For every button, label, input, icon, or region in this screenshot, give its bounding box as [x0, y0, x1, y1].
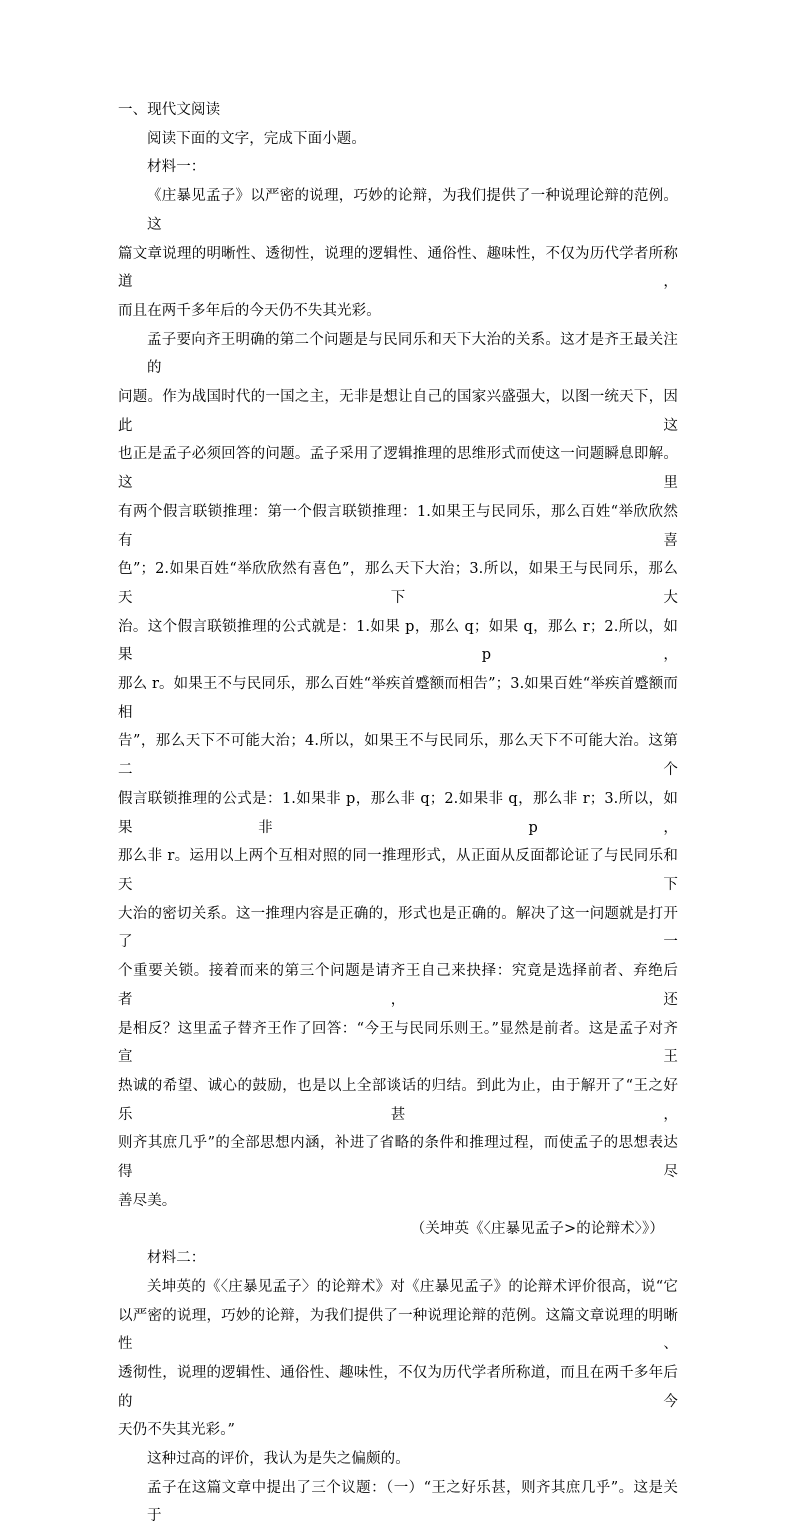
text-line: 色”；2.如果百姓“举欣欣然有喜色”，那么天下大治；3.所以，如果王与民同乐，那么天下大	[118, 561, 678, 606]
material-two-label: 材料二：	[147, 1250, 206, 1267]
section-heading: 一、现代文阅读	[118, 102, 221, 118]
text-line: 善尽美。	[118, 1192, 177, 1209]
text-line: 有两个假言联锁推理：第一个假言联锁推理：1.如果王与民同乐，那么百姓“举欣欣然有喜	[118, 503, 678, 549]
text-line: 以严密的说理，巧妙的论辩，为我们提供了一种说理论辩的范例。这篇文章说理的明晰性、	[118, 1307, 678, 1353]
text-line: 热诚的希望、诚心的鼓励，也是以上全部谈话的归结。到此为止，由于解开了“王之好乐甚，	[118, 1077, 678, 1123]
text-line: 假言联锁推理的公式是：1.如果非 p，那么非 q；2.如果非 q，那么非 r；3.所以，如果非 p，	[118, 790, 678, 836]
text-line: 透彻性，说理的逻辑性、通俗性、趣味性，不仅为历代学者所称道，而且在两千多年后的今	[118, 1364, 678, 1410]
text-line: 个重要关锁。接着而来的第三个问题是请齐王自己来抉择：究竟是选择前者、弃绝后者，还	[118, 963, 678, 1008]
material-two-paragraph-1	[118, 1273, 678, 1445]
citation: （关坤英《〈庄暴见孟子>的论辩术〉》）	[410, 1221, 664, 1238]
text-line: 篇文章说理的明晰性、透彻性，说理的逻辑性、通俗性、趣味性，不仅为历代学者所称道，	[118, 245, 678, 291]
text-line: 告”，那么天下不可能大治；4.所以，如果王不与民同乐，那么天下不可能大治。这第二个	[118, 733, 678, 779]
text-line: 关坤英的《〈庄暴见孟子〉的论辩术》对《庄暴见孟子》的论辩术评价很高，说“它	[147, 1278, 678, 1295]
text-line: 是相反？这里孟子替齐王作了回答：“今王与民同乐则王。”显然是前者。这是孟子对齐宣王	[118, 1020, 678, 1066]
material-one-paragraph-1	[118, 182, 678, 326]
material-one-paragraph-2	[118, 326, 678, 1216]
text-line: 孟子要向齐王明确的第二个问题是与民同乐和天下大治的关系。这才是齐王最关注的	[147, 331, 678, 377]
text-line: 那么非 r。运用以上两个互相对照的同一推理形式，从正面从反面都论证了与民同乐和天下	[118, 848, 678, 893]
material-one-label: 材料一：	[147, 159, 206, 176]
text-line: 而且在两千多年后的今天仍不失其光彩。	[118, 302, 381, 319]
text-line: 《庄暴见孟子》以严密的说理，巧妙的论辩，为我们提供了一种说理论辩的范例。这	[147, 188, 678, 233]
text-line: 治。这个假言联锁推理的公式就是：1.如果 p，那么 q；如果 q，那么 r；2.所以，如果 p，	[118, 618, 678, 664]
material-two-paragraph-3: 孟子在这篇文章中提出了三个议题：（一）“王之好乐甚，则齐其庶几乎”。这是关于	[147, 1479, 678, 1525]
material-two-paragraph-2: 这种过高的评价，我认为是失之偏颇的。	[147, 1451, 410, 1468]
text-line: 那么 r。如果王不与民同乐，那么百姓“举疾首蹙额而相告”；3.如果百姓“举疾首蹙额而相	[118, 676, 678, 721]
text-line: 大治的密切关系。这一推理内容是正确的，形式也是正确的。解决了这一问题就是打开了一	[118, 905, 678, 951]
document-page	[118, 96, 678, 1531]
text-line: 则齐其庶几乎”的全部思想内涵，补进了省略的条件和推理过程，而使孟子的思想表达得尽	[118, 1135, 678, 1181]
text-line: 问题。作为战国时代的一国之主，无非是想让自己的国家兴盛强大，以图一统天下，因此这	[118, 389, 678, 434]
instruction: 阅读下面的文字，完成下面小题。	[147, 130, 366, 147]
text-line: 天仍不失其光彩。”	[118, 1422, 236, 1439]
text-line: 也正是孟子必须回答的问题。孟子采用了逻辑推理的思维形式而使这一问题瞬息即解。这里	[118, 446, 678, 492]
